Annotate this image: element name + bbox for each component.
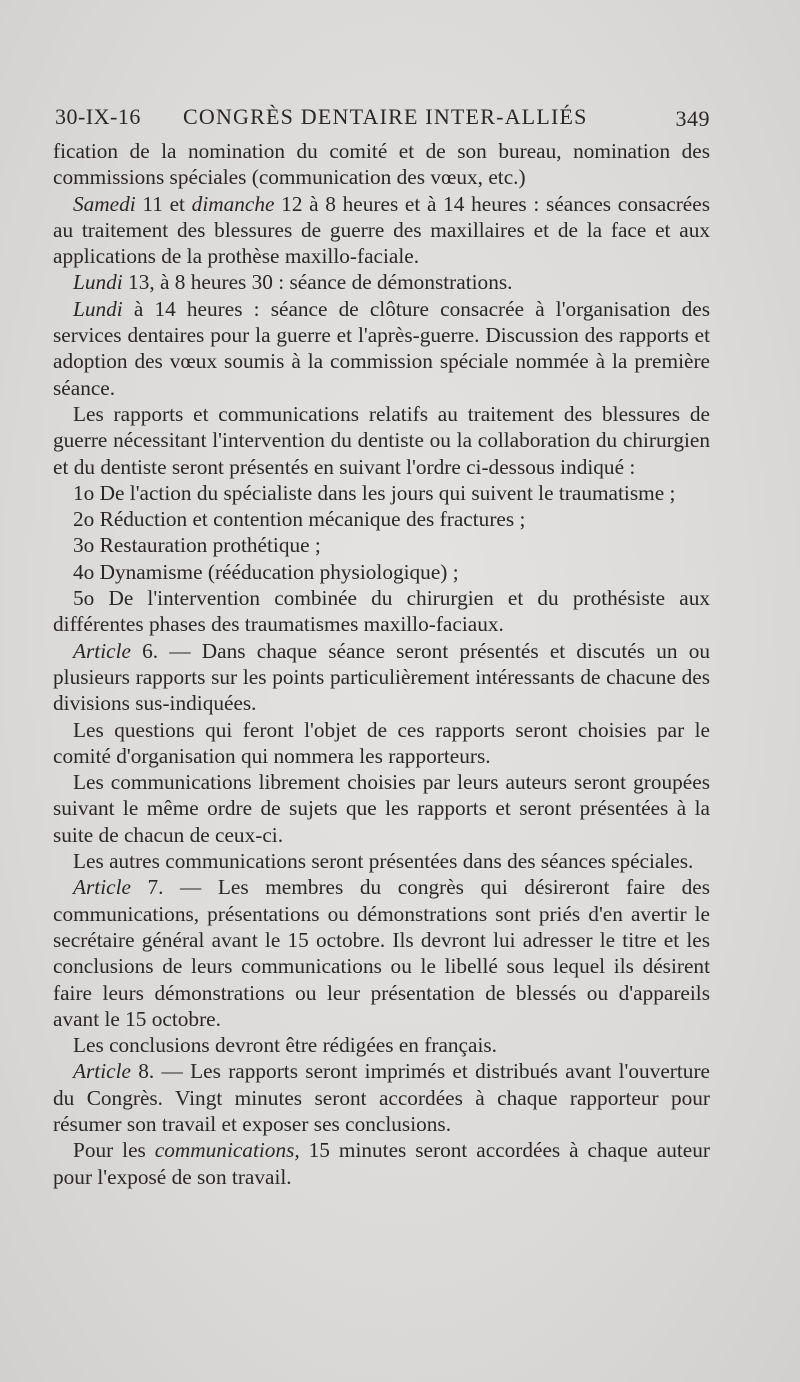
paragraph: Les conclusions devront être rédigées en français. [73,1033,497,1058]
list-item: 1o De l'action du spécialiste dans les jours qui suivent le traumatisme ; [73,480,676,505]
paragraph: Les questions qui feront l'objet de ces rapports seront choisies par le comité d'organisation qui nommera les rapporteurs. [53,717,710,768]
page-body-text [53,138,710,1190]
article-6 [53,638,710,717]
paragraph-communications [53,1137,710,1190]
running-header [55,104,710,134]
header-date: 30-IX-16 [55,104,141,129]
list-item: 4o Dynamisme (rééducation physiologique) ; [73,559,459,584]
list-item: 2o Réduction et contention mécanique des fractures ; [73,507,526,532]
paragraph-schedule-monday-am [53,269,710,295]
paragraph-schedule-monday-pm [53,296,710,401]
article-8 [53,1058,710,1137]
paragraph-text: 13, à 8 heures 30 : séance de démonstrations. [122,270,513,295]
day-label: Samedi [73,191,136,216]
list-item: 5o De l'intervention combinée du chirurgien et du prothésiste aux différentes phases des traumatismes maxillo-faciaux. [53,586,710,637]
day-label: dimanche [191,191,275,216]
article-label: Article [73,638,131,663]
paragraph-text: 6. — Dans chaque séance seront présentés et discutés un ou plusieurs rapports sur les points particulièrement intéressants de chacune des divisions sus-indiquées. [53,638,710,716]
paragraph-text: 12 à 8 heures et à 14 heures : séances consacrées au traitement des blessures de guerre des maxillaires et de la face et aux applications de la prothèse maxillo-faciale. [53,191,710,269]
paragraph-text: à 14 heures : séance de clôture consacrée à l'organisation des services dentaires pour la guerre et l'après-guerre. Discussion des rapports et adoption des vœux soumis à la commission spéciale nommée à la première séance. [53,296,710,400]
paragraph-text: 11 et [135,191,192,216]
day-label: Lundi [73,296,123,321]
paragraph-text: 8. — Les rapports seront imprimés et distribués avant l'ouverture du Congrès. Vingt minutes seront accordées à chaque rapporteur pour résumer son travail et exposer ses conclusions. [53,1059,710,1136]
paragraph-schedule-saturday [53,191,710,270]
paragraph: fication de la nomination du comité et de son bureau, nomination des commissions spéciales (communication des vœux, etc.) [53,139,710,190]
paragraph-text: Pour les [73,1138,155,1163]
list-item: 3o Restauration prothétique ; [73,533,321,558]
article-label: Article [73,1059,131,1084]
paragraph: Les autres communications seront présentées dans des séances spéciales. [73,849,694,874]
article-label: Article [73,875,131,900]
term-label: communications, [154,1138,300,1163]
paragraph: Les communications librement choisies par leurs auteurs seront groupées suivant le même ordre de sujets que les rapports et seront présentées à la suite de chacun de ceux-ci. [53,770,710,847]
day-label: Lundi [73,270,123,295]
page-number: 349 [675,106,710,131]
paragraph: Les rapports et communications relatifs au traitement des blessures de guerre nécessitant l'intervention du dentiste ou la collaboration du chirurgien et du dentiste seront présentés en suivant l'ordre ci-dessous indiqué : [53,401,710,479]
paragraph-text: 7. — Les membres du congrès qui désireront faire des communications, présentations ou démonstrations sont priés d'en avertir le secrétaire général avant le 15 octobre. Ils devront lui adresser le titre et les conclusions de leurs communications ou le libellé sous lequel ils désirent faire leurs démonstrations ou leur présentation de blessés ou d'appareils avant le 15 octobre. [53,875,710,1031]
running-title: CONGRÈS DENTAIRE INTER-ALLIÉS [183,104,588,129]
article-7 [53,874,710,1032]
paragraph-text: 15 minutes seront accordées à chaque auteur pour l'exposé de son travail. [53,1138,710,1189]
